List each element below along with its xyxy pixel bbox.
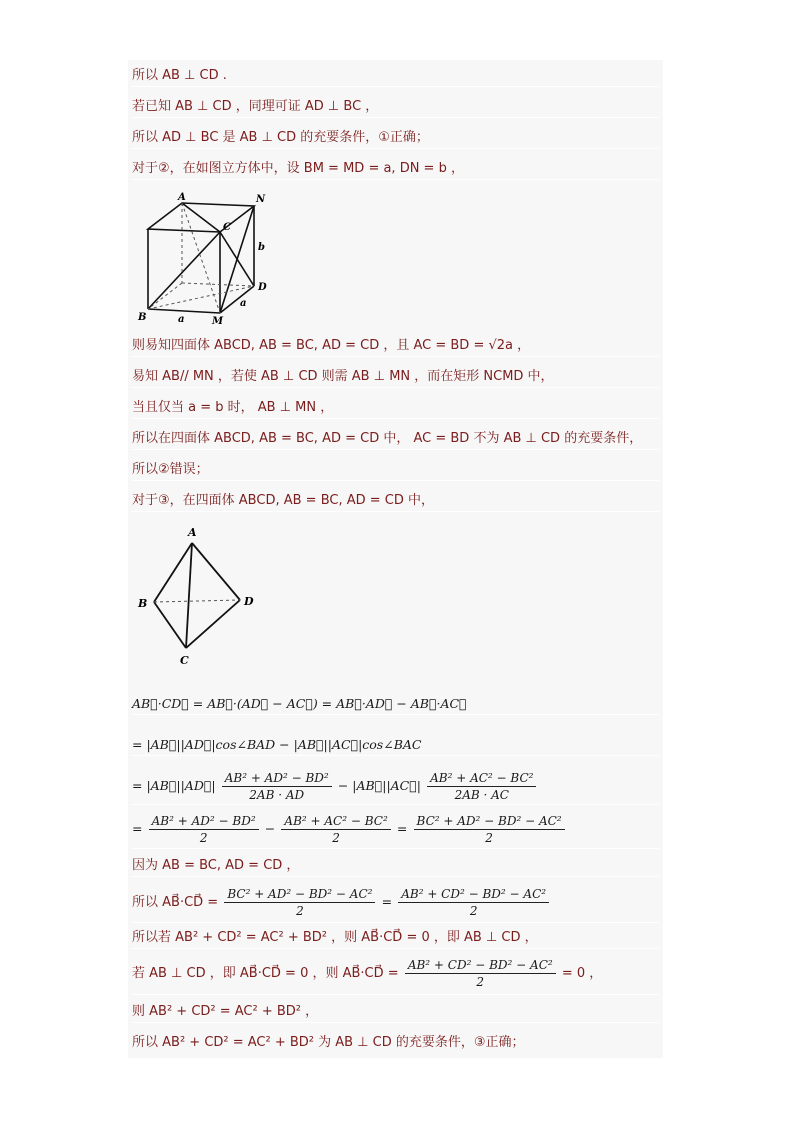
- math-text: 若 AB ⊥ CD ，即 AB⃗·CD⃗ = 0 ，则 AB⃗·CD⃗ =: [132, 966, 399, 981]
- tetra-label-A: A: [188, 526, 197, 539]
- text-line: 则易知四面体 ABCD, AB = BC, AD = CD ，且 AC = BD = √2a ，: [132, 336, 659, 357]
- text-line: 易知 AB// MN ，若使 AB ⊥ CD 则需 AB ⊥ MN ，而在矩形 NCMD 中，: [132, 367, 659, 388]
- text-line: 所以在四面体 ABCD, AB = BC, AD = CD 中， AC = BD 不为 AB ⊥ CD 的充要条件，: [132, 429, 659, 450]
- cube-label-N: N: [256, 194, 266, 205]
- text-line: 所以②错误；: [132, 460, 659, 481]
- cube-label-D: D: [258, 282, 267, 293]
- cube-label-A: A: [178, 192, 186, 203]
- cube-label-a: a: [240, 298, 247, 309]
- fraction: [427, 770, 536, 803]
- denominator: 2: [332, 831, 340, 845]
- cube-label-C: C: [223, 222, 231, 233]
- denominator: 2AB · AD: [249, 788, 305, 802]
- equation-line: [132, 768, 659, 805]
- math-text: =: [381, 894, 393, 909]
- text-line: 所以 AB² + CD² = AC² + BD² 为 AB ⊥ CD 的充要条件，③正确；: [132, 1035, 525, 1050]
- fraction: [414, 813, 565, 846]
- fraction: [281, 813, 390, 846]
- equation-line: [132, 810, 659, 849]
- equation-line: [132, 954, 659, 995]
- numerator: AB² + AC² − BC²: [281, 813, 390, 830]
- tetrahedron-figure: [134, 522, 264, 672]
- denominator: 2: [469, 904, 478, 918]
- numerator: AB² + AD² − BD²: [149, 813, 259, 830]
- fraction: [149, 813, 259, 846]
- tetra-label-B: B: [138, 597, 148, 610]
- numerator: AB² + CD² − BD² − AC²: [398, 886, 549, 903]
- equation-line: AB⃗·CD⃗ = AB⃗·(AD⃗ − AC⃗) = AB⃗·AD⃗ − AB⃗·AC⃗: [132, 694, 659, 715]
- text-line: 对于③，在四面体 ABCD, AB = BC, AD = CD 中，: [132, 491, 659, 512]
- math-text: =: [132, 821, 143, 836]
- numerator: AB² + CD² − BD² − AC²: [405, 957, 556, 974]
- cube-label-b: b: [258, 242, 265, 253]
- cube-figure: [134, 188, 274, 328]
- numerator: AB² + AC² − BC²: [427, 770, 536, 787]
- math-text: = |AB⃗||AD⃗|: [132, 778, 216, 793]
- denominator: 2: [476, 975, 485, 989]
- denominator: 2: [199, 831, 208, 845]
- numerator: AB² + AD² − BD²: [222, 770, 332, 787]
- text-line: 则 AB² + CD² = AC² + BD² ，: [132, 1002, 659, 1023]
- solution-page: [128, 60, 663, 1058]
- text-line: 所以若 AB² + CD² = AC² + BD² ，则 AB⃗·CD⃗ = 0 ，即 AB ⊥ CD ，: [132, 928, 659, 949]
- tetra-label-D: D: [244, 595, 254, 608]
- tetra-label-C: C: [180, 654, 189, 667]
- cube-label-a: a: [178, 314, 185, 325]
- cube-label-B: B: [138, 312, 147, 323]
- text-line: 所以 AD ⊥ BC 是 AB ⊥ CD 的充要条件，①正确；: [132, 128, 659, 149]
- fraction: [224, 886, 375, 919]
- text-line: 若已知 AB ⊥ CD ，同理可证 AD ⊥ BC ，: [132, 97, 659, 118]
- text-line: 对于②，在如图立方体中，设 BM = MD = a, DN = b ，: [132, 159, 659, 180]
- fraction: [405, 957, 556, 990]
- math-text: −: [264, 821, 276, 836]
- cube-label-M: M: [212, 316, 224, 327]
- text-line: 当且仅当 a = b 时， AB ⊥ MN ，: [132, 398, 659, 419]
- equation-line: [132, 882, 659, 923]
- fraction: [222, 770, 332, 803]
- fraction: [398, 886, 549, 919]
- math-text: = 0 ，: [561, 966, 603, 981]
- numerator: BC² + AD² − BD² − AC²: [224, 886, 375, 903]
- equation-line: = |AB⃗||AD⃗|cos∠BAD − |AB⃗||AC⃗|cos∠BAC: [132, 735, 659, 756]
- denominator: 2AB · AC: [454, 788, 509, 802]
- math-text: =: [396, 821, 408, 836]
- numerator: BC² + AD² − BD² − AC²: [414, 813, 565, 830]
- math-text: − |AB⃗||AC⃗|: [337, 778, 421, 793]
- denominator: 2: [296, 904, 304, 918]
- text-line: 因为 AB = BC, AD = CD ，: [132, 856, 659, 877]
- text-line: 所以 AB ⊥ CD .: [132, 66, 659, 87]
- math-text: 所以 AB⃗·CD⃗ =: [132, 895, 219, 910]
- denominator: 2: [485, 831, 493, 845]
